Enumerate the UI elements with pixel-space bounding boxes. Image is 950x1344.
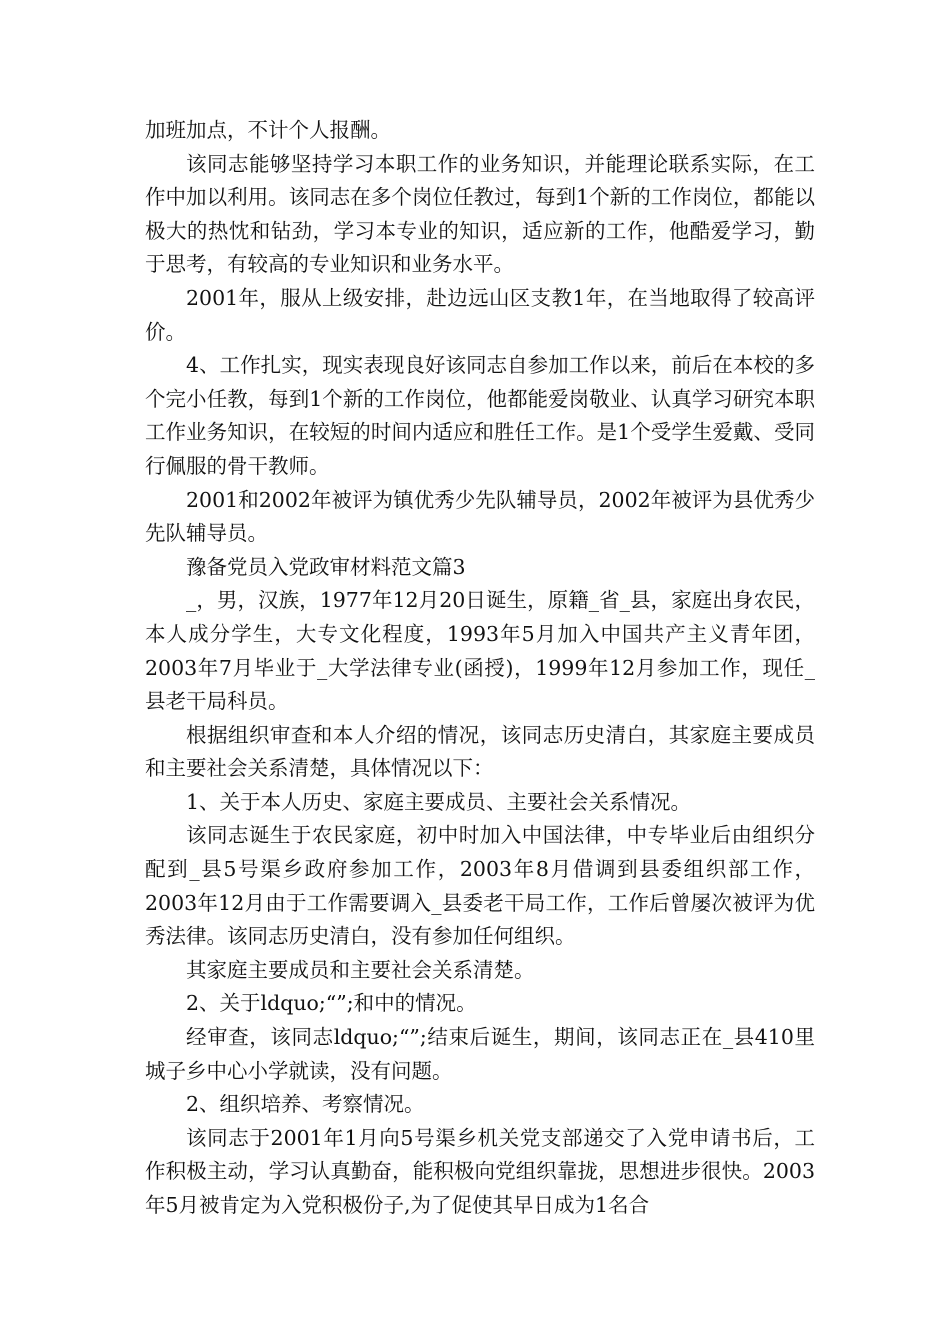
paragraph: 该同志于2001年1月向5号渠乡机关党支部递交了入党申请书后，工作积极主动，学习认真勤奋，能积极向党组织靠拢，思想进步很快。2003年5月被肯定为入党积极份子,为了促使其早日成为1名合 [145,1125,815,1217]
paragraph: 1、关于本人历史、家庭主要成员、主要社会关系情况。 [186,789,692,814]
paragraph: 该同志诞生于农民家庭，初中时加入中国法律，中专毕业后由组织分配到_县5号渠乡政府参加工作，2003年8月借调到县委组织部工作，2003年12月由于工作需要调入_县委老干局工作，工作后曾屡次被评为优秀法律。该同志历史清白，没有参加任何组织。 [145,823,815,949]
paragraph: 根据组织审查和本人介绍的情况，该同志历史清白，其家庭主要成员和主要社会关系清楚，具体情况以下： [145,722,815,781]
paragraph: _，男，汉族，1977年12月20日诞生，原籍_省_县，家庭出身农民，本人成分学生，大专文化程度，1993年5月加入中国共产主义青年团，2003年7月毕业于_大学法律专业(函授)，1999年12月参加工作，现任_县老干局科员。 [145,588,815,714]
paragraph: 经审查，该同志ldquo;“”;结束后诞生，期间，该同志正在_县410里城子乡中心小学就读，没有问题。 [145,1025,815,1083]
paragraph: 2001年，服从上级安排，赴边远山区支教1年，在当地取得了较高评价。 [145,285,815,344]
paragraph: 2、关于ldquo;“”;和中的情况。 [186,991,477,1016]
document-body [145,114,815,1223]
paragraph: 其家庭主要成员和主要社会关系清楚。 [186,957,535,982]
paragraph: 4、工作扎实，现实表现良好该同志自参加工作以来，前后在本校的多个完小任教，每到1个新的工作岗位，他都能爱岗敬业、认真学习研究本职工作业务知识，在较短的时间内适应和胜任工作。是1个受学生爱戴、受同行佩服的骨干教师。 [145,353,815,478]
paragraph: 2、组织培养、考察情况。 [186,1092,425,1117]
paragraph: 2001和2002年被评为镇优秀少先队辅导员，2002年被评为县优秀少先队辅导员。 [145,487,815,546]
section-heading: 豫备党员入党政审材料范文篇3 [186,554,466,579]
paragraph: 该同志能够坚持学习本职工作的业务知识，并能理论联系实际，在工作中加以利用。该同志在多个岗位任教过，每到1个新的工作岗位，都能以极大的热忱和钻劲，学习本专业的知识，适应新的工作，他酷爱学习，勤于思考，有较高的专业知识和业务水平。 [145,151,815,277]
paragraph: 加班加点，不计个人报酬。 [145,118,391,142]
